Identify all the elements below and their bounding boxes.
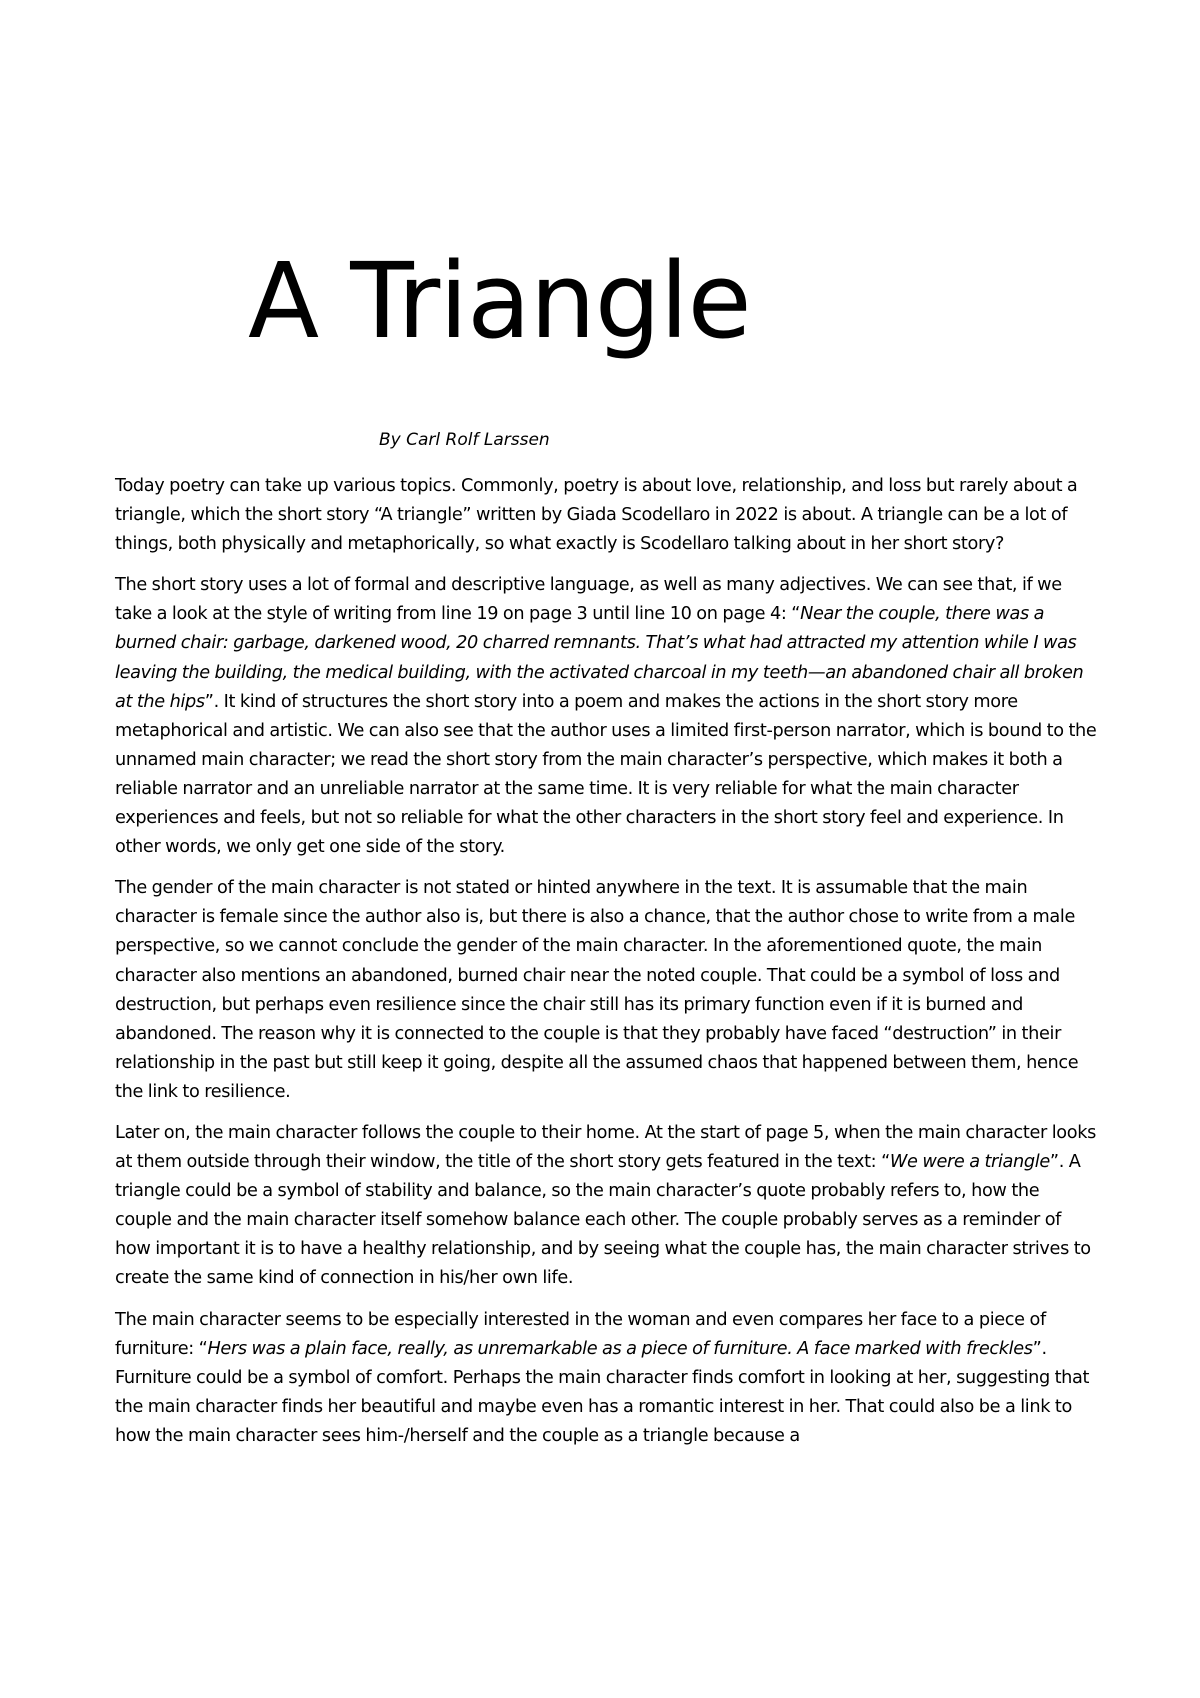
paragraph-text: Today poetry can take up various topics. Commonly, poetry is about love, relationship, and loss but rarely about a triangle, which the short story “A triangle” written by Giada Scodellaro in 2022 is about. A triangle can be a lot of things, both physically and metaphorically, so what exactly is Scodellaro talking about in her short story? (115, 476, 1078, 555)
paragraph-text: The main character seems to be especially interested in the woman and even compares her face to a piece of furniture: “ (115, 1309, 1046, 1359)
document-title: A Triangle (248, 240, 751, 362)
quote-plain-face: Hers was a plain face, really, as unremarkable as a piece of furniture. A face marked with freckles (207, 1338, 1033, 1359)
paragraph-text: ”. It kind of structures the short story into a poem and makes the actions in the short story more metaphorical and artistic. We can also see that the author uses a limited first-person narrator, which is bound to the unnamed main character; we read the short story from the main character’s perspective, which makes it both a reliable narrator and an unreliable narrator at the same time. It is very reliable for what the main character experiences and feels, but not so reliable for what the other characters in the short story feel and experience. In other words, we only get one side of the story. (115, 691, 1097, 858)
quote-we-were-a-triangle: We were a triangle (889, 1152, 1050, 1173)
paragraph-intro (115, 472, 1100, 559)
paragraph-furniture-analysis (115, 1306, 1100, 1451)
paragraph-triangle-analysis (115, 1119, 1100, 1294)
paragraph-style-analysis (115, 571, 1100, 862)
document-body (115, 472, 1100, 1463)
paragraph-text: Later on, the main character follows the couple to their home. At the start of page 5, when the main character looks at them outside through their window, the title of the short story gets featured in the text: “ (115, 1122, 1096, 1173)
paragraph-text: The short story uses a lot of formal and descriptive language, as well as many adjectives. We can see that, if we take a look at the style of writing from line 19 on page 3 until line 10 on page 4: “ (115, 575, 1062, 625)
quote-burned-chair: Near the couple, there was a burned chair: garbage, darkened wood, 20 charred remnants. That’s what had attracted my attention while I was leaving the building, the medical building, with the activated charcoal in my teeth—an abandoned chair all broken at the hips (115, 604, 1084, 712)
paragraph-gender-analysis (115, 874, 1100, 1107)
paragraph-text: ”. A triangle could be a symbol of stability and balance, so the main character’s quote probably refers to, how the couple and the main character itself somehow balance each other. The couple probably serves as a reminder of how important it is to have a healthy relationship, and by seeing what the couple has, the main character strives to create the same kind of connection in his/her own life. (115, 1152, 1091, 1289)
paragraph-text: The gender of the main character is not stated or hinted anywhere in the text. It is assumable that the main character is female since the author also is, but there is also a chance, that the author chose to write from a male perspective, so we cannot conclude the gender of the main character. In the aforementioned quote, the main character also mentions an abandoned, burned chair near the noted couple. That could be a symbol of loss and destruction, but perhaps even resilience since the chair still has its primary function even if it is burned and abandoned. The reason why it is connected to the couple is that they probably have faced “destruction” in their relationship in the past but still keep it going, despite all the assumed chaos that happened between them, hence the link to resilience. (115, 878, 1079, 1102)
paragraph-text: ”. Furniture could be a symbol of comfort. Perhaps the main character finds comfort in looking at her, suggesting that the main character finds her beautiful and maybe even has a romantic interest in her. That could also be a link to how the main character sees him-/herself and the couple as a triangle because a (115, 1338, 1090, 1446)
author-byline: By Carl Rolf Larssen (379, 430, 550, 450)
